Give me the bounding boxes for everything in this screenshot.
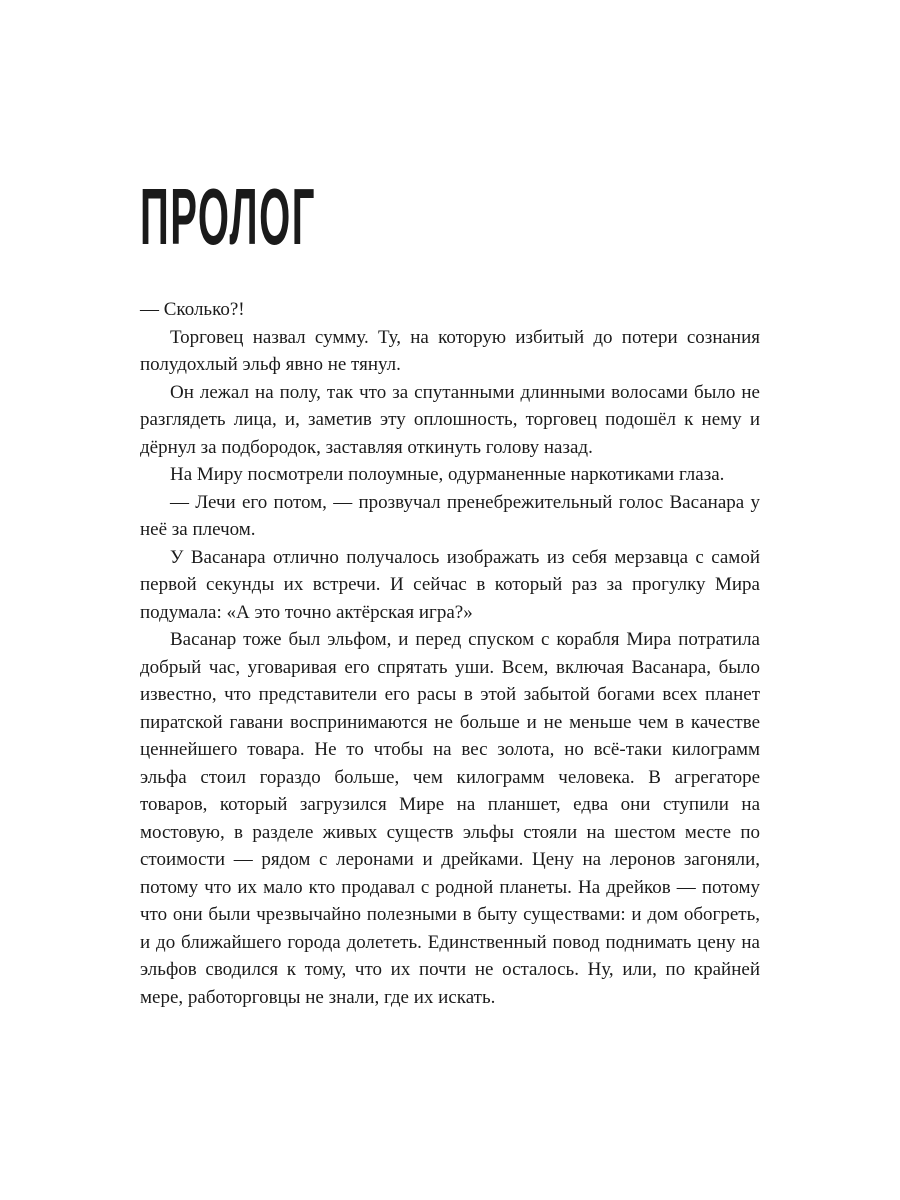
paragraph: У Васанара отлично получалось изображать из себя мерзавца с самой первой секунды их встречи. И сейчас в который раз за прогулку Мира подумала: «А это точно актёрская игра?» — [140, 546, 760, 623]
paragraph: Торговец назвал сумму. Ту, на которую избитый до потери сознания полудохлый эльф явно не тянул. — [140, 326, 760, 376]
paragraph: — Сколько?! — [140, 299, 245, 321]
paragraph: Он лежал на полу, так что за спутанными длинными волосами было не разглядеть лица, и, заметив эту оплошность, торговец подошёл к нему и дёрнул за подбородок, заставляя откинуть голову назад. — [140, 381, 760, 458]
paragraph: — Лечи его потом, — прозвучал пренебрежительный голос Васанара у неё за плечом. — [140, 491, 760, 541]
chapter-title: ПРОЛОГ — [140, 172, 316, 261]
paragraph: На Миру посмотрели полоумные, одурманенные наркотиками глаза. — [170, 464, 725, 486]
paragraph: Васанар тоже был эльфом, и перед спуском с корабля Мира потратила добрый час, уговаривая его спрятать уши. Всем, включая Васанара, было известно, что представители его расы в этой забытой богами всех планет пиратской гавани воспринимаются не больше и не меньше чем в качестве ценнейшего товара. Не то чтобы на вес золота, но всё-таки килограмм эльфа стоил гораздо больше, чем килограмм человека. В агрегаторе товаров, который загрузился Мире на планшет, едва они ступили на мостовую, в разделе живых существ эльфы стояли на шестом месте по стоимости — рядом с леронами и дрейками. Цену на леронов загоняли, потому что их мало кто продавал с родной планеты. На дрейков — потому что они были чрезвычайно полезными в быту существами: и дом обогреть, и до ближайшего города долететь. Единственный повод поднимать цену на эльфов сводился к тому, что их почти не осталось. Ну, или, по крайней мере, работорговцы не знали, где их искать. — [140, 629, 760, 1008]
body-text — [140, 296, 760, 1011]
